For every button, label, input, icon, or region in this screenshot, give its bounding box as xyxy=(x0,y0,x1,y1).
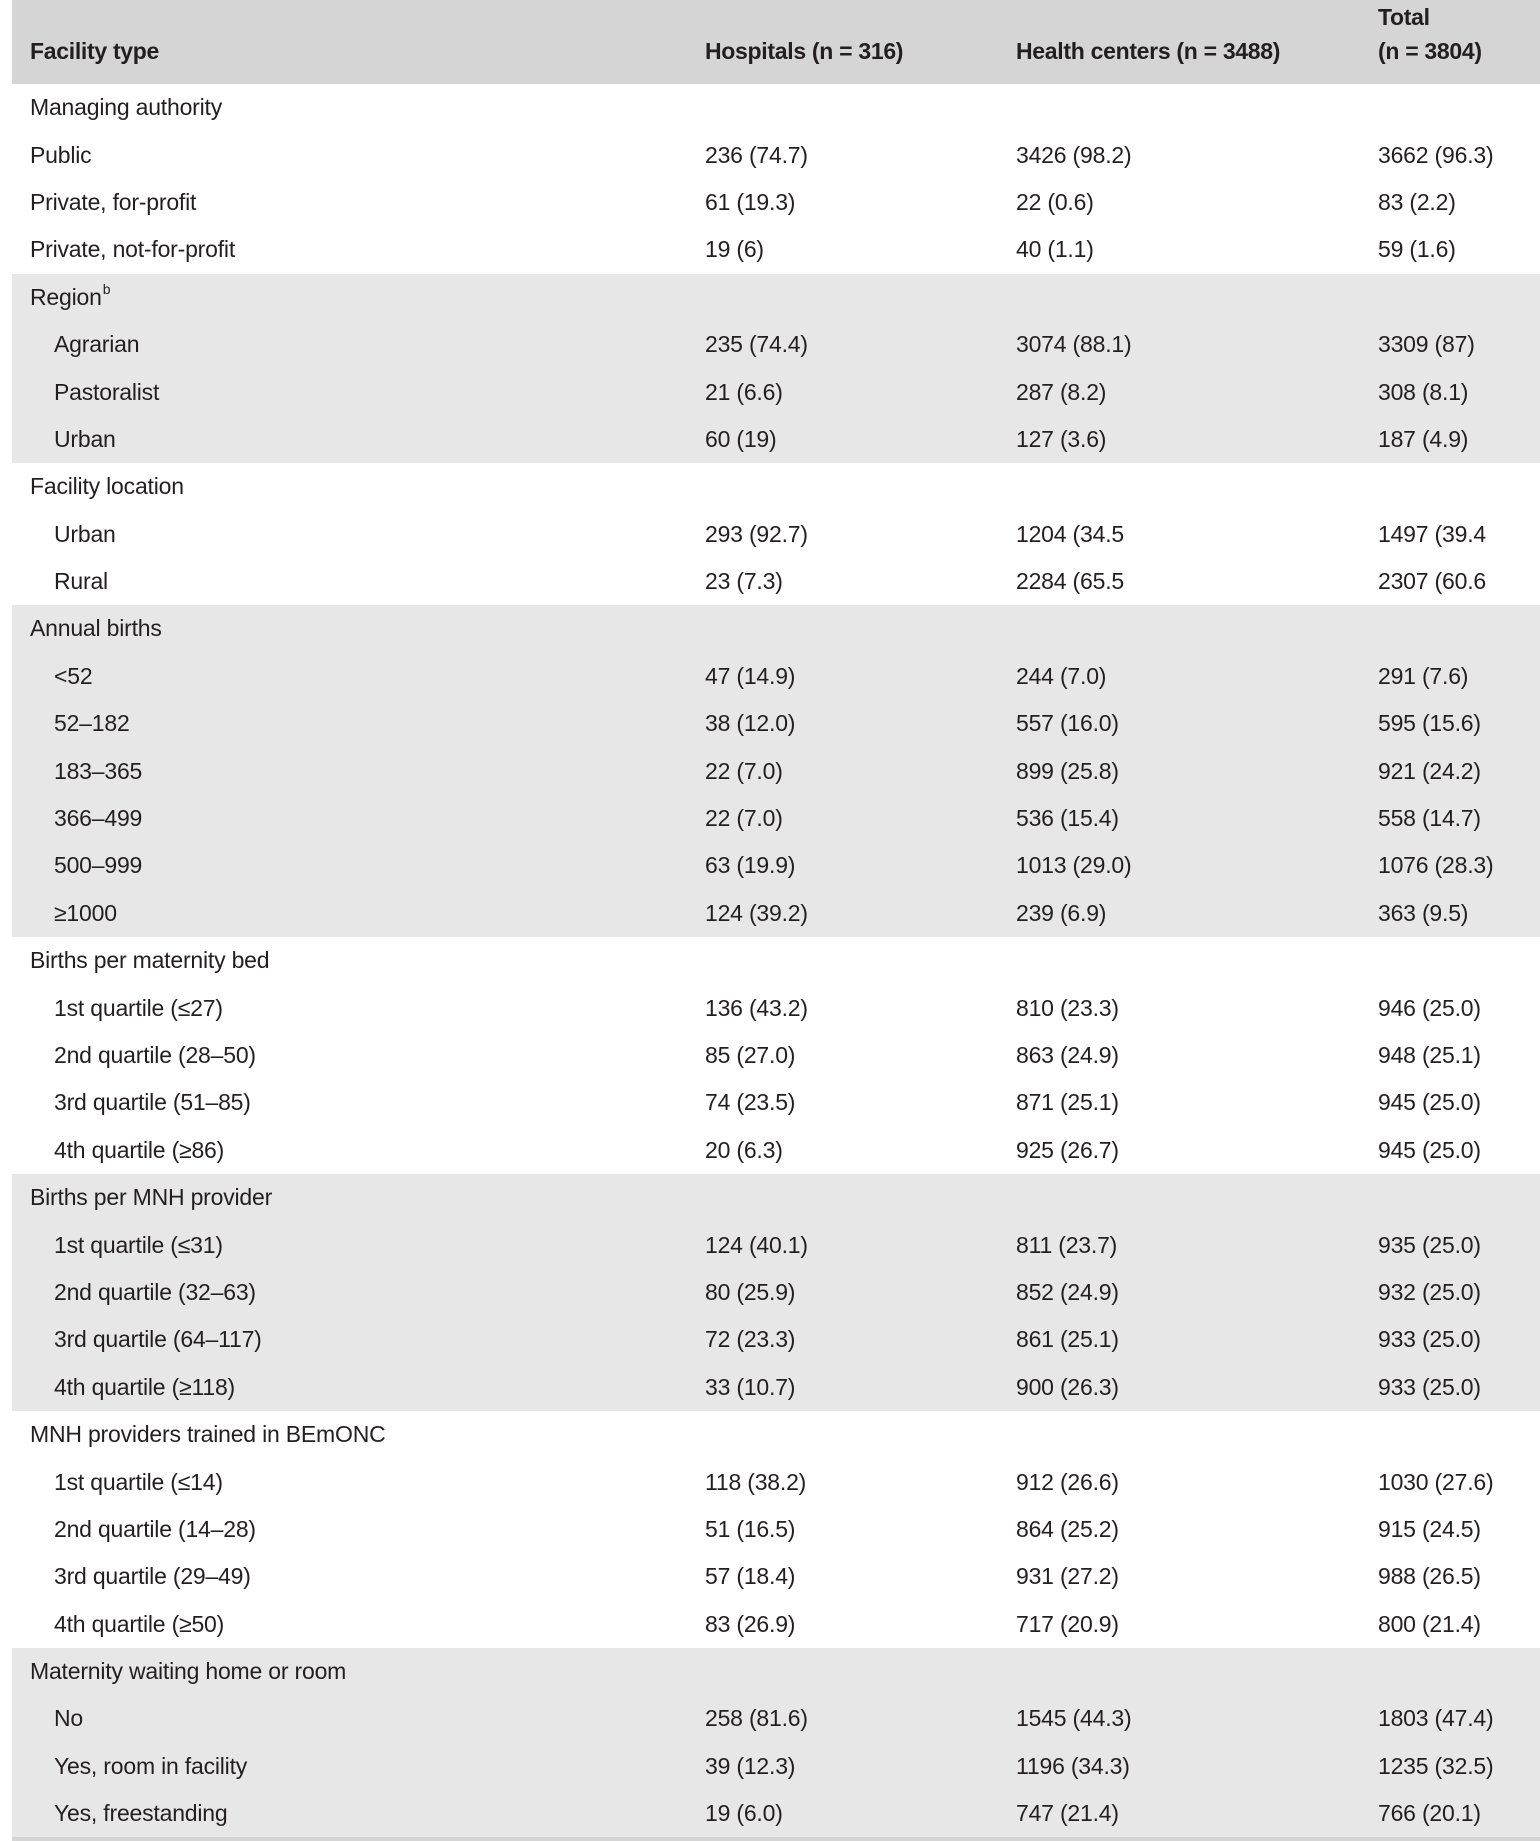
total-value: 595 (15.6) xyxy=(1378,710,1481,737)
table-row xyxy=(12,1601,1540,1648)
empty-cell xyxy=(998,1174,1360,1221)
row-label: 52–182 xyxy=(54,710,130,737)
section-title: Annual births xyxy=(30,615,162,642)
section-header-row-births-per-maternity-bed xyxy=(12,937,1540,984)
hospitals-value: 51 (16.5) xyxy=(705,1515,796,1542)
table-row xyxy=(12,558,1540,605)
health-centers-value: 900 (26.3) xyxy=(1016,1373,1119,1400)
total-value: 921 (24.2) xyxy=(1378,757,1481,784)
row-label: 3rd quartile (64–117) xyxy=(54,1326,262,1353)
empty-cell xyxy=(687,84,998,131)
section-header-row-facility-location xyxy=(12,463,1540,510)
total-value: 1076 (28.3) xyxy=(1378,852,1494,879)
health-centers-value: 871 (25.1) xyxy=(1016,1089,1119,1116)
section-title-cell xyxy=(12,463,687,510)
health-centers-value: 22 (0.6) xyxy=(1016,188,1094,215)
total-value: 1803 (47.4) xyxy=(1378,1705,1494,1732)
health-centers-value: 717 (20.9) xyxy=(1016,1610,1119,1637)
health-centers-value: 811 (23.7) xyxy=(1016,1231,1118,1258)
hospitals-value: 22 (7.0) xyxy=(705,757,783,784)
total-value: 945 (25.0) xyxy=(1378,1136,1481,1163)
total-value: 933 (25.0) xyxy=(1378,1373,1481,1400)
health-centers-value: 810 (23.3) xyxy=(1016,994,1119,1021)
total-value: 83 (2.2) xyxy=(1378,188,1456,215)
table-row xyxy=(12,653,1540,700)
empty-cell xyxy=(687,1174,998,1221)
row-label: Public xyxy=(30,141,92,168)
hospitals-value: 19 (6) xyxy=(705,236,764,263)
hospitals-value: 258 (81.6) xyxy=(705,1705,808,1732)
table-row xyxy=(12,795,1540,842)
hospitals-value: 74 (23.5) xyxy=(705,1089,796,1116)
hospitals-value: 23 (7.3) xyxy=(705,568,783,595)
row-label: 1st quartile (≤14) xyxy=(54,1468,223,1495)
empty-cell xyxy=(1360,463,1540,510)
health-centers-value: 1196 (34.3) xyxy=(1016,1752,1130,1779)
empty-cell xyxy=(687,463,998,510)
table-row xyxy=(12,842,1540,889)
health-centers-value: 557 (16.0) xyxy=(1016,710,1119,737)
section-title: MNH providers trained in BEmONC xyxy=(30,1421,386,1448)
total-value: 935 (25.0) xyxy=(1378,1231,1481,1258)
row-label: 500–999 xyxy=(54,852,143,879)
health-centers-value: 852 (24.9) xyxy=(1016,1278,1119,1305)
header-row xyxy=(12,0,1540,84)
column-header-total xyxy=(1360,0,1540,84)
section-title-cell xyxy=(12,937,687,984)
table-row xyxy=(12,321,1540,368)
table-row xyxy=(12,416,1540,463)
column-header-total-line1: Total xyxy=(1378,4,1430,30)
empty-cell xyxy=(1360,1174,1540,1221)
table-row xyxy=(12,747,1540,794)
empty-cell xyxy=(1360,274,1540,321)
hospitals-value: 33 (10.7) xyxy=(705,1373,796,1400)
row-label: Pastoralist xyxy=(54,378,160,405)
row-label: 2nd quartile (28–50) xyxy=(54,1042,256,1068)
health-centers-value: 861 (25.1) xyxy=(1016,1326,1119,1353)
total-value: 2307 (60.6 xyxy=(1378,568,1486,595)
empty-cell xyxy=(1360,937,1540,984)
table-row xyxy=(12,368,1540,415)
table-row xyxy=(12,1316,1540,1363)
section-title: Maternity waiting home or room xyxy=(30,1658,347,1685)
empty-cell xyxy=(998,84,1360,131)
section-title-cell xyxy=(12,84,687,131)
row-label: Agrarian xyxy=(54,331,140,358)
health-centers-value: 239 (6.9) xyxy=(1016,899,1107,926)
hospitals-value: 118 (38.2) xyxy=(705,1468,807,1495)
row-label: 4th quartile (≥50) xyxy=(54,1610,225,1637)
total-value: 1235 (32.5) xyxy=(1378,1752,1494,1779)
hospitals-value: 57 (18.4) xyxy=(705,1563,796,1590)
section-header-row-region xyxy=(12,274,1540,321)
section-title-cell xyxy=(12,274,687,321)
health-centers-value: 864 (25.2) xyxy=(1016,1515,1119,1542)
empty-cell xyxy=(1360,605,1540,652)
total-value: 3662 (96.3) xyxy=(1378,141,1494,168)
total-value: 558 (14.7) xyxy=(1378,805,1481,832)
section-title-cell xyxy=(12,1648,687,1695)
hospitals-value: 124 (39.2) xyxy=(705,899,808,926)
total-value: 933 (25.0) xyxy=(1378,1326,1481,1353)
total-value: 948 (25.1) xyxy=(1378,1042,1481,1068)
empty-cell xyxy=(687,605,998,652)
table-row xyxy=(12,1032,1540,1079)
row-label: 1st quartile (≤31) xyxy=(54,1231,223,1258)
health-centers-value: 912 (26.6) xyxy=(1016,1468,1119,1495)
hospitals-value: 63 (19.9) xyxy=(705,852,796,879)
hospitals-value: 293 (92.7) xyxy=(705,520,808,547)
table-row xyxy=(12,1743,1540,1790)
empty-cell xyxy=(998,937,1360,984)
hospitals-value: 39 (12.3) xyxy=(705,1752,796,1779)
table-row xyxy=(12,1506,1540,1553)
row-label: 1st quartile (≤27) xyxy=(54,994,223,1021)
footnote-marker: b xyxy=(102,280,111,297)
empty-cell xyxy=(1360,1411,1540,1458)
table-row xyxy=(12,1695,1540,1742)
table-row xyxy=(12,1790,1540,1837)
table-bottom-rule xyxy=(12,1837,1540,1841)
total-value: 291 (7.6) xyxy=(1378,662,1469,689)
section-header-row-births-per-mnh-provider xyxy=(12,1174,1540,1221)
hospitals-value: 124 (40.1) xyxy=(705,1231,808,1258)
section-header-row-mnh-providers-trained-in-bemonc xyxy=(12,1411,1540,1458)
health-centers-value: 244 (7.0) xyxy=(1016,662,1107,689)
section-header-row-managing-authority xyxy=(12,84,1540,131)
total-value: 945 (25.0) xyxy=(1378,1089,1481,1116)
total-value: 946 (25.0) xyxy=(1378,994,1481,1021)
health-centers-value: 899 (25.8) xyxy=(1016,757,1119,784)
section-title: Births per MNH provider xyxy=(30,1184,273,1211)
empty-cell xyxy=(1360,84,1540,131)
hospitals-value: 22 (7.0) xyxy=(705,805,783,832)
table-row xyxy=(12,1553,1540,1600)
health-centers-value: 1545 (44.3) xyxy=(1016,1705,1132,1732)
total-value: 1497 (39.4 xyxy=(1378,520,1486,547)
row-label: Yes, room in facility xyxy=(54,1752,248,1779)
row-label: 4th quartile (≥118) xyxy=(54,1373,235,1400)
section-title: Region xyxy=(30,283,102,310)
row-label: 366–499 xyxy=(54,805,143,832)
empty-cell xyxy=(998,274,1360,321)
table-row xyxy=(12,1079,1540,1126)
total-value: 3309 (87) xyxy=(1378,331,1475,358)
row-label: 3rd quartile (51–85) xyxy=(54,1089,251,1116)
column-header-health-centers: Health centers (n = 3488) xyxy=(1016,38,1281,64)
total-value: 363 (9.5) xyxy=(1378,899,1469,926)
row-label: Private, not-for-profit xyxy=(30,236,236,263)
table-row xyxy=(12,131,1540,178)
row-label: No xyxy=(54,1705,84,1732)
table-row xyxy=(12,1458,1540,1505)
section-title: Births per maternity bed xyxy=(30,947,270,974)
empty-cell xyxy=(687,937,998,984)
health-centers-value: 3426 (98.2) xyxy=(1016,141,1132,168)
hospitals-value: 20 (6.3) xyxy=(705,1136,783,1163)
total-value: 766 (20.1) xyxy=(1378,1800,1481,1827)
hospitals-value: 72 (23.3) xyxy=(705,1326,796,1353)
hospitals-value: 236 (74.7) xyxy=(705,141,808,168)
health-centers-value: 863 (24.9) xyxy=(1016,1042,1119,1068)
empty-cell xyxy=(1360,1648,1540,1695)
section-title: Facility location xyxy=(30,473,184,500)
table-row xyxy=(12,890,1540,937)
total-value: 1030 (27.6) xyxy=(1378,1468,1494,1495)
table-row xyxy=(12,1269,1540,1316)
health-centers-value: 931 (27.2) xyxy=(1016,1563,1119,1590)
total-value: 932 (25.0) xyxy=(1378,1278,1481,1305)
health-centers-value: 1013 (29.0) xyxy=(1016,852,1132,879)
section-header-row-annual-births xyxy=(12,605,1540,652)
table-row xyxy=(12,700,1540,747)
row-label: 183–365 xyxy=(54,757,143,784)
section-title-cell xyxy=(12,1174,687,1221)
row-label: Yes, freestanding xyxy=(54,1800,228,1827)
health-centers-value: 2284 (65.5 xyxy=(1016,568,1124,595)
table-row xyxy=(12,984,1540,1031)
empty-cell xyxy=(687,1648,998,1695)
health-centers-value: 3074 (88.1) xyxy=(1016,331,1132,358)
empty-cell xyxy=(687,274,998,321)
row-label: ≥1000 xyxy=(54,899,117,926)
empty-cell xyxy=(687,1411,998,1458)
column-header-facility-type: Facility type xyxy=(30,38,160,64)
table-row xyxy=(12,1221,1540,1268)
hospitals-value: 85 (27.0) xyxy=(705,1042,796,1068)
row-label: 2nd quartile (14–28) xyxy=(54,1515,256,1542)
hospitals-value: 83 (26.9) xyxy=(705,1610,796,1637)
total-value: 308 (8.1) xyxy=(1378,378,1469,405)
health-centers-value: 287 (8.2) xyxy=(1016,378,1107,405)
table-body xyxy=(12,84,1540,1837)
empty-cell xyxy=(998,1411,1360,1458)
column-header-total-line2: (n = 3804) xyxy=(1378,38,1482,64)
row-label: 3rd quartile (29–49) xyxy=(54,1563,251,1590)
total-value: 915 (24.5) xyxy=(1378,1515,1481,1542)
hospitals-value: 38 (12.0) xyxy=(705,710,796,737)
row-label: Private, for-profit xyxy=(30,188,197,215)
hospitals-value: 136 (43.2) xyxy=(705,994,808,1021)
health-centers-value: 925 (26.7) xyxy=(1016,1136,1119,1163)
health-centers-value: 40 (1.1) xyxy=(1016,236,1094,263)
row-label: 4th quartile (≥86) xyxy=(54,1136,225,1163)
table-row xyxy=(12,1127,1540,1174)
table-header xyxy=(12,0,1540,84)
health-centers-value: 1204 (34.5 xyxy=(1016,520,1124,547)
hospitals-value: 47 (14.9) xyxy=(705,662,796,689)
hospitals-value: 235 (74.4) xyxy=(705,331,808,358)
table-row xyxy=(12,179,1540,226)
column-header-hospitals: Hospitals (n = 316) xyxy=(705,38,904,64)
hospitals-value: 19 (6.0) xyxy=(705,1800,783,1827)
facility-characteristics-table-container xyxy=(12,0,1540,1841)
empty-cell xyxy=(998,463,1360,510)
row-label: 2nd quartile (32–63) xyxy=(54,1278,256,1305)
facility-characteristics-table xyxy=(12,0,1540,1837)
health-centers-value: 536 (15.4) xyxy=(1016,805,1119,832)
row-label: Rural xyxy=(54,568,108,595)
section-title-cell xyxy=(12,1411,687,1458)
section-header-row-maternity-waiting-home-or-room xyxy=(12,1648,1540,1695)
section-title-cell xyxy=(12,605,687,652)
total-value: 59 (1.6) xyxy=(1378,236,1456,263)
table-row xyxy=(12,1364,1540,1411)
row-label: Urban xyxy=(54,520,116,547)
total-value: 988 (26.5) xyxy=(1378,1563,1481,1590)
table-row xyxy=(12,226,1540,273)
table-row xyxy=(12,511,1540,558)
total-value: 187 (4.9) xyxy=(1378,425,1469,452)
hospitals-value: 80 (25.9) xyxy=(705,1278,796,1305)
health-centers-value: 747 (21.4) xyxy=(1016,1800,1119,1827)
total-value: 800 (21.4) xyxy=(1378,1610,1481,1637)
hospitals-value: 21 (6.6) xyxy=(705,378,783,405)
row-label: Urban xyxy=(54,425,116,452)
hospitals-value: 60 (19) xyxy=(705,425,777,452)
health-centers-value: 127 (3.6) xyxy=(1016,425,1107,452)
row-label: <52 xyxy=(54,662,93,689)
empty-cell xyxy=(998,1648,1360,1695)
section-title: Managing authority xyxy=(30,94,223,121)
hospitals-value: 61 (19.3) xyxy=(705,188,796,215)
empty-cell xyxy=(998,605,1360,652)
